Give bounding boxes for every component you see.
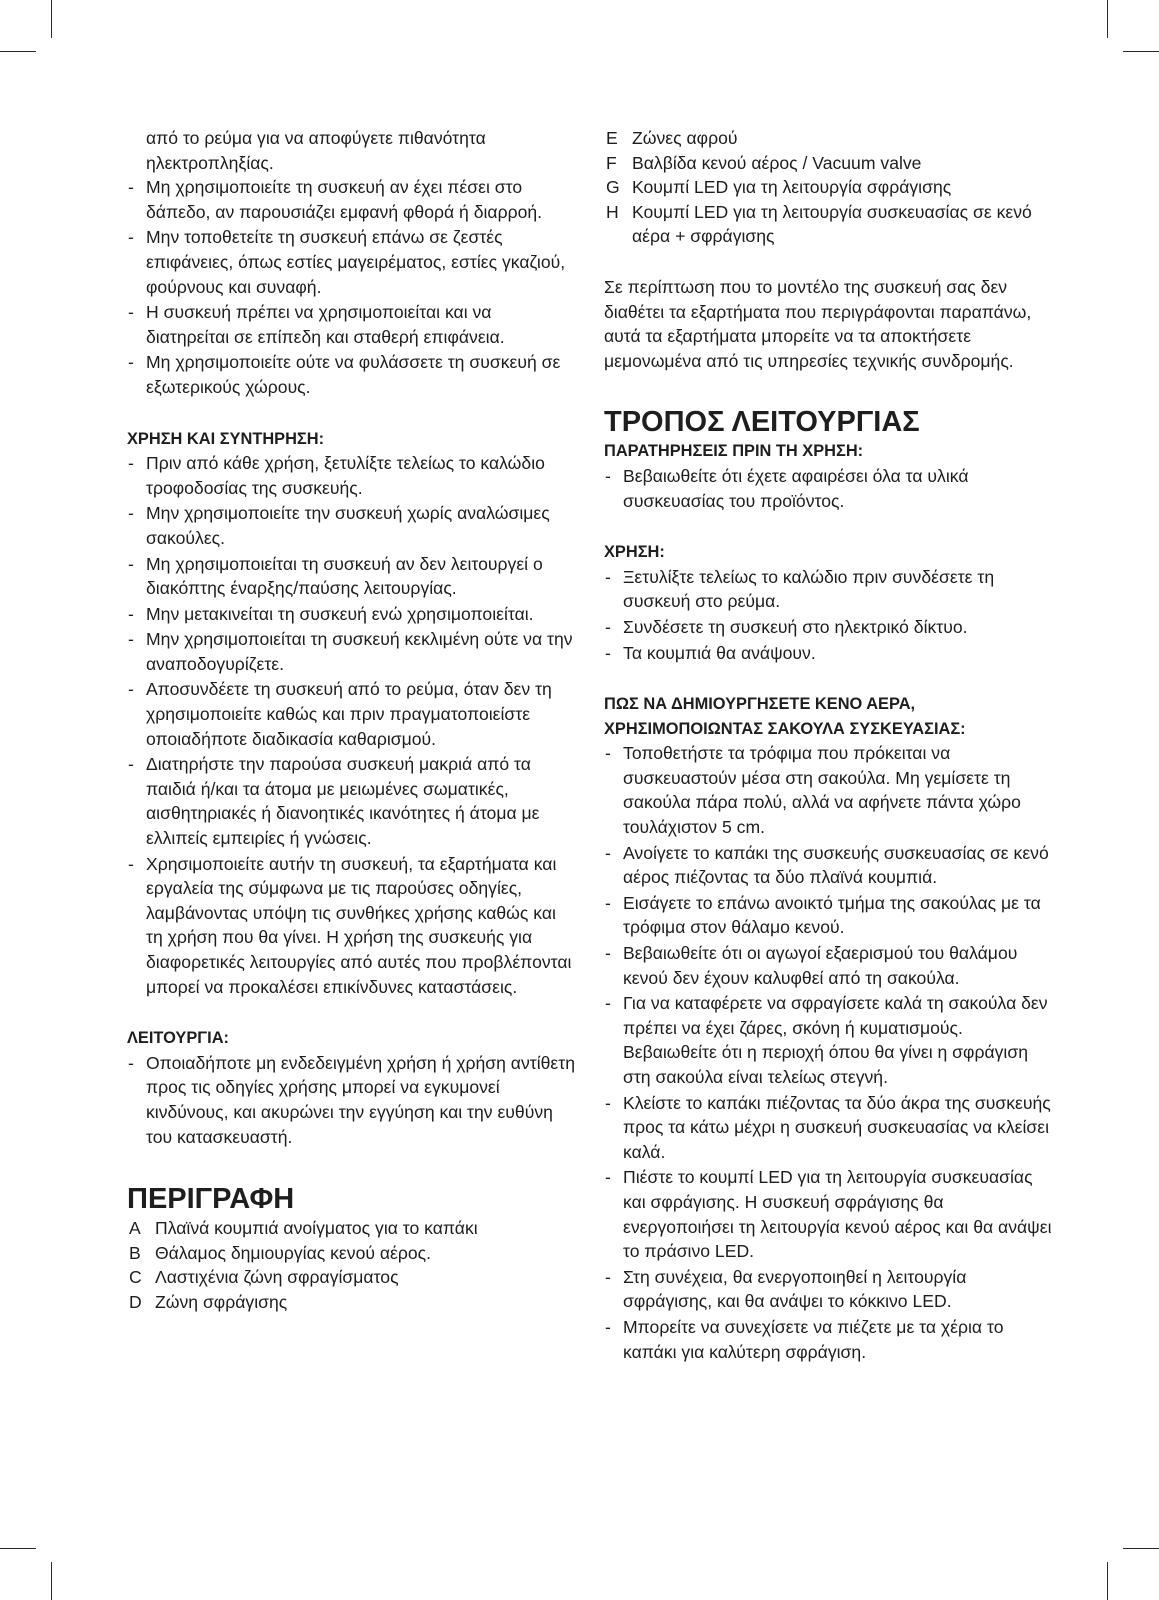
vacuum-heading-line2: ΧΡΗΣΙΜΟΠΟΙΩΝΤΑΣ ΣΑΚΟΥΛΑ ΣΥΣΚΕΥΑΣΙΑΣ: xyxy=(604,719,966,738)
list-item xyxy=(604,175,1052,200)
list-item: - Στη συνέχεια, θα ενεργοποιηθεί η λειτουργία σφράγισης, και θα ανάψει το κόκκινο LED. xyxy=(604,1265,1052,1314)
item-letter: C xyxy=(129,1267,142,1288)
crop-mark xyxy=(1107,1562,1108,1600)
item-letter: B xyxy=(129,1242,141,1263)
list-item: - Η συσκευή πρέπει να χρησιμοποιείται και να διατηρείται σε επίπεδη και σταθερή επιφάνεια. xyxy=(127,300,575,349)
item-letter: A xyxy=(129,1218,141,1239)
operation-list xyxy=(127,1051,575,1149)
crop-mark xyxy=(1107,0,1108,38)
crop-mark xyxy=(0,1548,36,1549)
crop-mark xyxy=(51,0,52,38)
operation-mode-title: ΤΡΟΠΟΣ ΛΕΙΤΟΥΡΓΙΑΣ xyxy=(604,406,920,439)
vacuum-heading-line1: ΠΩΣ ΝΑ ΔΗΜΙΟΥΡΓΗΣΕΤΕ ΚΕΝΟ ΑΕΡΑ, xyxy=(604,695,916,714)
list-item: - Κλείστε το καπάκι πιέζοντας τα δύο άκρα της συσκευής προς τα κάτω μέχρι η συσκευή συσκευασίας να κλείσει καλά. xyxy=(604,1091,1052,1165)
list-item xyxy=(127,1265,575,1290)
item-text: Ζώνη σφράγισης xyxy=(155,1291,288,1312)
use-maintenance-heading: ΧΡΗΣΗ ΚΑΙ ΣΥΝΤΗΡΗΣΗ: xyxy=(127,429,325,448)
left-column xyxy=(127,126,575,1315)
list-item: - Αποσυνδέετε τη συσκευή από το ρεύμα, όταν δεν τη χρησιμοποιείτε καθώς και πριν πραγματοποιείστε οποιαδήποτε διαδικασία καθαρισμού. xyxy=(127,677,575,751)
list-item: - Συνδέσετε τη συσκευή στο ηλεκτρικό δίκτυο. xyxy=(604,615,1052,640)
item-text: Λαστιχένια ζώνη σφραγίσματος xyxy=(155,1267,399,1288)
list-item: - Ξετυλίξτε τελείως το καλώδιο πριν συνδέσετε τη συσκευή στο ρεύμα. xyxy=(604,565,1052,614)
list-item: - Βεβαιωθείτε ότι έχετε αφαιρέσει όλα τα υλικά συσκευασίας του προϊόντος. xyxy=(604,464,1052,513)
list-item: - Χρησιμοποιείτε αυτήν τη συσκευή, τα εξαρτήματα και εργαλεία της σύμφωνα με τις παρούσες οδηγίες, λαμβάνοντας υπόψη τις συνθήκες χρήσης καθώς και τη χρήση που θα γίνει. Η χρήση της συσκευής για διαφορετικές λειτουργίες από αυτές που προβλέπονται μπορεί να προκαλέσει επικίνδυνες καταστάσεις. xyxy=(127,852,575,1000)
list-item xyxy=(604,126,1052,151)
use-list xyxy=(604,565,1052,665)
item-letter: F xyxy=(606,152,617,173)
vacuum-list xyxy=(604,741,1052,1364)
list-item xyxy=(604,200,1052,249)
crop-mark xyxy=(0,51,36,52)
item-text: Ζώνες αφρού xyxy=(632,128,738,148)
before-use-heading: ΠΑΡΑΤΗΡΗΣΕΙΣ ΠΡΙΝ ΤΗ ΧΡΗΣΗ: xyxy=(604,442,864,461)
use-heading: ΧΡΗΣΗ: xyxy=(604,543,665,562)
operation-heading: ΛΕΙΤΟΥΡΓΙΑ: xyxy=(127,1029,229,1048)
list-item: - Πιέστε το κουμπί LED για τη λειτουργία συσκευασίας και σφράγισης. Η συσκευή σφράγισης θα ενεργοποιήσει τη λειτουργία κενού αέρος και θα ανάψει το πράσινο LED. xyxy=(604,1165,1052,1263)
list-item: - Διατηρήστε την παρούσα συσκευή μακριά από τα παιδιά ή/και τα άτομα με μειωμένες σωματικές, αισθητηριακές ή διανοητικές ικανότητες ή άτομα με ελλιπείς εμπειρίες ή γνώσεις. xyxy=(127,752,575,850)
list-item: - Μη χρησιμοποιείτε ούτε να φυλάσσετε τη συσκευή σε εξωτερικούς χώρους. xyxy=(127,350,575,399)
list-item: - Πριν από κάθε χρήση, ξετυλίξτε τελείως το καλώδιο τροφοδοσίας της συσκευής. xyxy=(127,451,575,500)
accessories-note: Σε περίπτωση που το μοντέλο της συσκευή σας δεν διαθέτει τα εξαρτήματα που περιγράφονται παραπάνω, αυτά τα εξαρτήματα μπορείτε να τα αποκτήσετε μεμονωμένα από τις υπηρεσίες τεχνικής συνδρομής. xyxy=(604,276,1032,371)
description-list xyxy=(127,1216,575,1314)
crop-mark xyxy=(1123,51,1159,52)
list-item: - Τοποθετήστε τα τρόφιμα που πρόκειται να συσκευαστούν μέσα στη σακούλα. Μη γεμίσετε τη σακούλα πάρα πολύ, αλλά να αφήνετε πάντα χώρο τουλάχιστον 5 cm. xyxy=(604,741,1052,839)
list-item xyxy=(127,1241,575,1266)
description-title: ΠΕΡΙΓΡΑΦΗ xyxy=(127,1183,295,1216)
list-item: - Μην χρησιμοποιείτε την συσκευή χωρίς αναλώσιμες σακούλες. xyxy=(127,501,575,550)
list-item: - Για να καταφέρετε να σφραγίσετε καλά τη σακούλα δεν πρέπει να έχει ζάρες, σκόνη ή κυματισμούς. Βεβαιωθείτε ότι η περιοχή όπου θα γίνει η σφράγιση στη σακούλα είναι τελείως στεγνή. xyxy=(604,991,1052,1089)
list-item: - Εισάγετε το επάνω ανοικτό τμήμα της σακούλας με τα τρόφιμα στον θάλαμο κενού. xyxy=(604,891,1052,940)
item-letter: G xyxy=(606,177,620,198)
use-maintenance-list xyxy=(127,451,575,999)
right-column xyxy=(604,126,1052,1365)
list-item xyxy=(127,1216,575,1241)
item-text: Βαλβίδα κενού αέρος / Vacuum valve xyxy=(632,152,922,173)
list-item: - Βεβαιωθείτε ότι οι αγωγοί εξαερισμού του θαλάμου κενού δεν έχουν καλυφθεί από τη σακούλα. xyxy=(604,941,1052,990)
item-text: Κουμπί LED για τη λειτουργία σφράγισης xyxy=(632,177,952,198)
item-letter: E xyxy=(606,128,618,148)
description-list-continued xyxy=(604,126,1052,249)
item-text: Κουμπί LED για τη λειτουργία συσκευασίας σε κενό αέρα + σφράγισης xyxy=(632,201,1032,247)
list-item: - Οποιαδήποτε μη ενδεδειγμένη χρήση ή χρήση αντίθετη προς τις οδηγίες χρήσης μπορεί να εγκυμονεί κινδύνους, και ακυρώνει την εγγύηση και την ευθύνη του κατασκευαστή. xyxy=(127,1051,575,1149)
list-item: - Μη χρησιμοποιείτε τη συσκευή αν έχει πέσει στο δάπεδο, αν παρουσιάζει εμφανή φθορά ή διαρροή. xyxy=(127,175,575,224)
before-use-list xyxy=(604,464,1052,513)
item-letter: D xyxy=(129,1291,142,1312)
crop-mark xyxy=(1123,1548,1159,1549)
item-text: Θάλαμος δημιουργίας κενού αέρος. xyxy=(155,1242,432,1263)
intro-continuation: από το ρεύμα για να αποφύγετε πιθανότητα ηλεκτροπληξίας. xyxy=(146,128,486,173)
list-item xyxy=(604,151,1052,176)
item-letter: H xyxy=(606,201,619,222)
list-item: - Μην χρησιμοποιείται τη συσκευή κεκλιμένη ούτε να την αναποδογυρίζετε. xyxy=(127,627,575,676)
safety-list xyxy=(127,175,575,399)
item-text: Πλαϊνά κουμπιά ανοίγματος για το καπάκι xyxy=(155,1218,478,1239)
list-item: - Μη χρησιμοποιείται τη συσκευή αν δεν λειτουργεί ο διακόπτης έναρξης/παύσης λειτουργίας. xyxy=(127,552,575,601)
list-item: - Μην μετακινείται τη συσκευή ενώ χρησιμοποιείται. xyxy=(127,602,575,627)
crop-mark xyxy=(51,1562,52,1600)
list-item xyxy=(127,1290,575,1315)
list-item: - Ανοίγετε το καπάκι της συσκευής συσκευασίας σε κενό αέρος πιέζοντας τα δύο πλαϊνά κουμπιά. xyxy=(604,841,1052,890)
list-item: - Μην τοποθετείτε τη συσκευή επάνω σε ζεστές επιφάνειες, όπως εστίες μαγειρέματος, εστίες γκαζιού, φούρνους και συναφή. xyxy=(127,225,575,299)
list-item: - Τα κουμπιά θα ανάψουν. xyxy=(604,641,1052,666)
list-item: - Μπορείτε να συνεχίσετε να πιέζετε με τα χέρια το καπάκι για καλύτερη σφράγιση. xyxy=(604,1315,1052,1364)
